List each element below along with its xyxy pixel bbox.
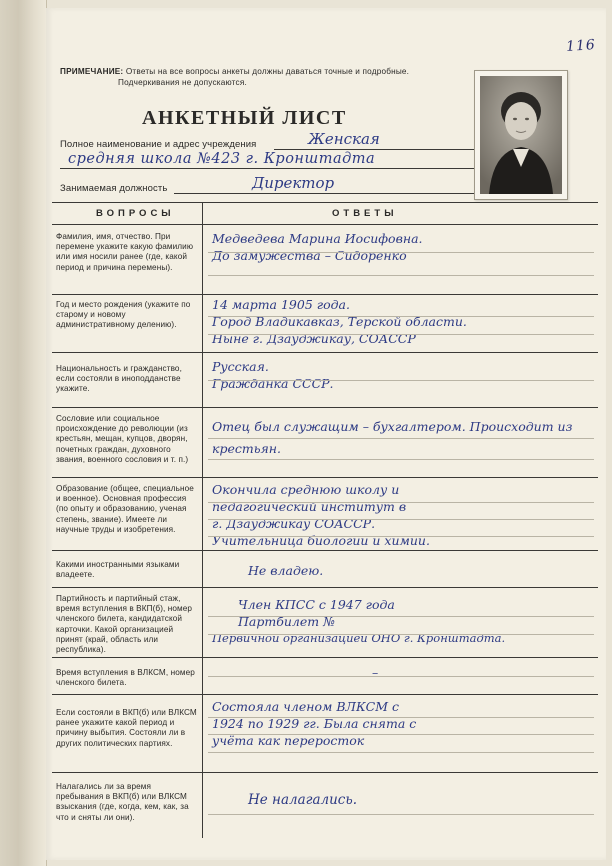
- answer-line: Не налагались.: [248, 792, 358, 808]
- answer-education: [212, 481, 598, 549]
- answers-column-header: ОТВЕТЫ: [332, 208, 398, 219]
- ruled-line: [208, 519, 594, 520]
- answer-line: Учительница биологии и химии.: [212, 533, 430, 548]
- answer-birth: [212, 296, 598, 347]
- ruled-line: [208, 275, 594, 276]
- column-divider: [202, 202, 203, 838]
- questions-column-header: ВОПРОСЫ: [96, 208, 175, 219]
- ruled-line: [208, 502, 594, 503]
- note-line-1: Ответы на все вопросы анкеты должны даваться точные и подробные.: [125, 67, 410, 76]
- question-origin: Сословие или социальное происхождение до революции (из крестьян, мещан, купцов, дворян, почетных граждан, духовного звания, военного сословия и т. п.): [56, 414, 189, 464]
- answer-line: Первичной организацией ОНО г. Кронштадта.: [212, 631, 506, 645]
- ruled-line: [208, 616, 594, 617]
- answer-line: Не владею.: [248, 563, 324, 578]
- note-label: ПРИМЕЧАНИЕ:: [60, 67, 124, 76]
- ruled-line: [208, 334, 594, 335]
- answer-line: педагогический институт в: [212, 499, 407, 514]
- answer-line: 14 марта 1905 года.: [212, 297, 350, 312]
- ruled-line: [208, 438, 594, 439]
- institution-value-2: средняя школа №423 г. Кронштадта: [68, 151, 376, 167]
- page-number: 116: [565, 36, 597, 56]
- institution-value-1: Женская: [308, 130, 380, 148]
- ruled-line: [208, 814, 594, 815]
- question-party: Партийность и партийный стаж, время вступления в ВКП(б), номер членского билета, кандидатской карточки. Какой организацией принят (край, область или республика).: [56, 594, 193, 655]
- answer-penalties: [248, 792, 612, 809]
- answer-line: До замужества – Сидоренко: [212, 248, 407, 263]
- ruled-line: [208, 536, 594, 537]
- question-komsomol: Время вступления в ВЛКСМ, номер членского билета.: [56, 668, 195, 688]
- portrait-photo: [474, 70, 568, 200]
- header-rule: [52, 224, 598, 225]
- row-rule: [52, 352, 598, 353]
- answer-line: Город Владикавказ, Терской области.: [212, 314, 467, 329]
- row-rule: [52, 477, 598, 478]
- answer-line: Член КПСС с 1947 года: [238, 597, 395, 612]
- row-rule: [52, 657, 598, 658]
- answer-line: Медведева Марина Иосифовна.: [212, 231, 423, 246]
- ruled-line: [208, 676, 594, 677]
- answer-line: Окончила среднюю школу и: [212, 482, 400, 497]
- ruled-line: [208, 752, 594, 753]
- question-education: Образование (общее, специальное и военное). Основная профессия (по опыту и образованию, ученая степень, звание). Имеете ли научные труды и изобретения.: [56, 484, 194, 534]
- answer-previous-membership: [212, 698, 598, 749]
- answer-line: Русская.: [212, 359, 269, 374]
- institution-line-2: [60, 168, 474, 169]
- question-birth: Год и место рождения (укажите по старому и новому административному делению).: [56, 300, 191, 330]
- institution-line: [274, 149, 474, 150]
- row-rule: [52, 550, 598, 551]
- answer-line: –: [372, 665, 379, 680]
- book-binding: [0, 0, 47, 866]
- question-nationality: Национальность и гражданство, если состояли в иноподданстве укажите.: [56, 364, 182, 394]
- answer-line: Ныне г. Дзауджикау, СОАССР: [212, 331, 416, 346]
- position-value: Директор: [252, 174, 335, 192]
- answer-languages: [248, 562, 612, 579]
- position-line: [174, 193, 474, 194]
- question-penalties: Налагались ли за время пребывания в ВКП(б) или ВЛКСМ взыскания (где, когда, кем, как, за что и сняты ли они).: [56, 782, 189, 822]
- question-languages: Какими иностранными языками владеете.: [56, 560, 180, 580]
- answer-party: [212, 596, 612, 647]
- position-label: Занимаемая должность: [60, 183, 168, 194]
- row-rule: [52, 772, 598, 773]
- ruled-line: [208, 734, 594, 735]
- answer-line: Состояла членом ВЛКСМ с: [212, 699, 399, 714]
- answer-line: 1924 по 1929 гг. Была снята с: [212, 716, 417, 731]
- row-rule: [52, 407, 598, 408]
- row-rule: [52, 294, 598, 295]
- table-top-rule: [52, 202, 598, 203]
- answer-line: г. Дзауджикау СОАССР.: [212, 516, 376, 531]
- question-previous-membership: Если состояли в ВКП(б) или ВЛКСМ ранее укажите какой период и причину выбытия. Состояли ли в других политических партиях.: [56, 708, 197, 748]
- answer-nationality: [212, 358, 598, 392]
- answer-name: [212, 230, 598, 264]
- questionnaire-page: [46, 8, 606, 860]
- answer-line: Партбилет №: [238, 614, 335, 629]
- answer-line: Отец был служащим – бухгалтером. Происходит из крестьян.: [212, 419, 573, 456]
- instruction-note: [60, 66, 490, 88]
- row-rule: [52, 587, 598, 588]
- ruled-line: [208, 380, 594, 381]
- answer-komsomol: [372, 664, 612, 681]
- document-title: АНКЕТНЫЙ ЛИСТ: [142, 107, 347, 129]
- ruled-line: [208, 717, 594, 718]
- row-rule: [52, 694, 598, 695]
- answer-line: учёта как переросток: [212, 733, 365, 748]
- question-name: Фамилия, имя, отчество. При перемене укажите какую фамилию или имя носили ранее (где, какой период и причина перемены).: [56, 232, 194, 272]
- ruled-line: [208, 459, 594, 460]
- questions-table: [52, 202, 598, 838]
- institution-label: Полное наименование и адрес учреждения: [60, 139, 257, 150]
- ruled-line: [208, 252, 594, 253]
- answer-line: Гражданка СССР.: [212, 376, 334, 391]
- ruled-line: [208, 634, 594, 635]
- note-line-2: Подчеркивания не допускаются.: [118, 78, 247, 87]
- ruled-line: [208, 316, 594, 317]
